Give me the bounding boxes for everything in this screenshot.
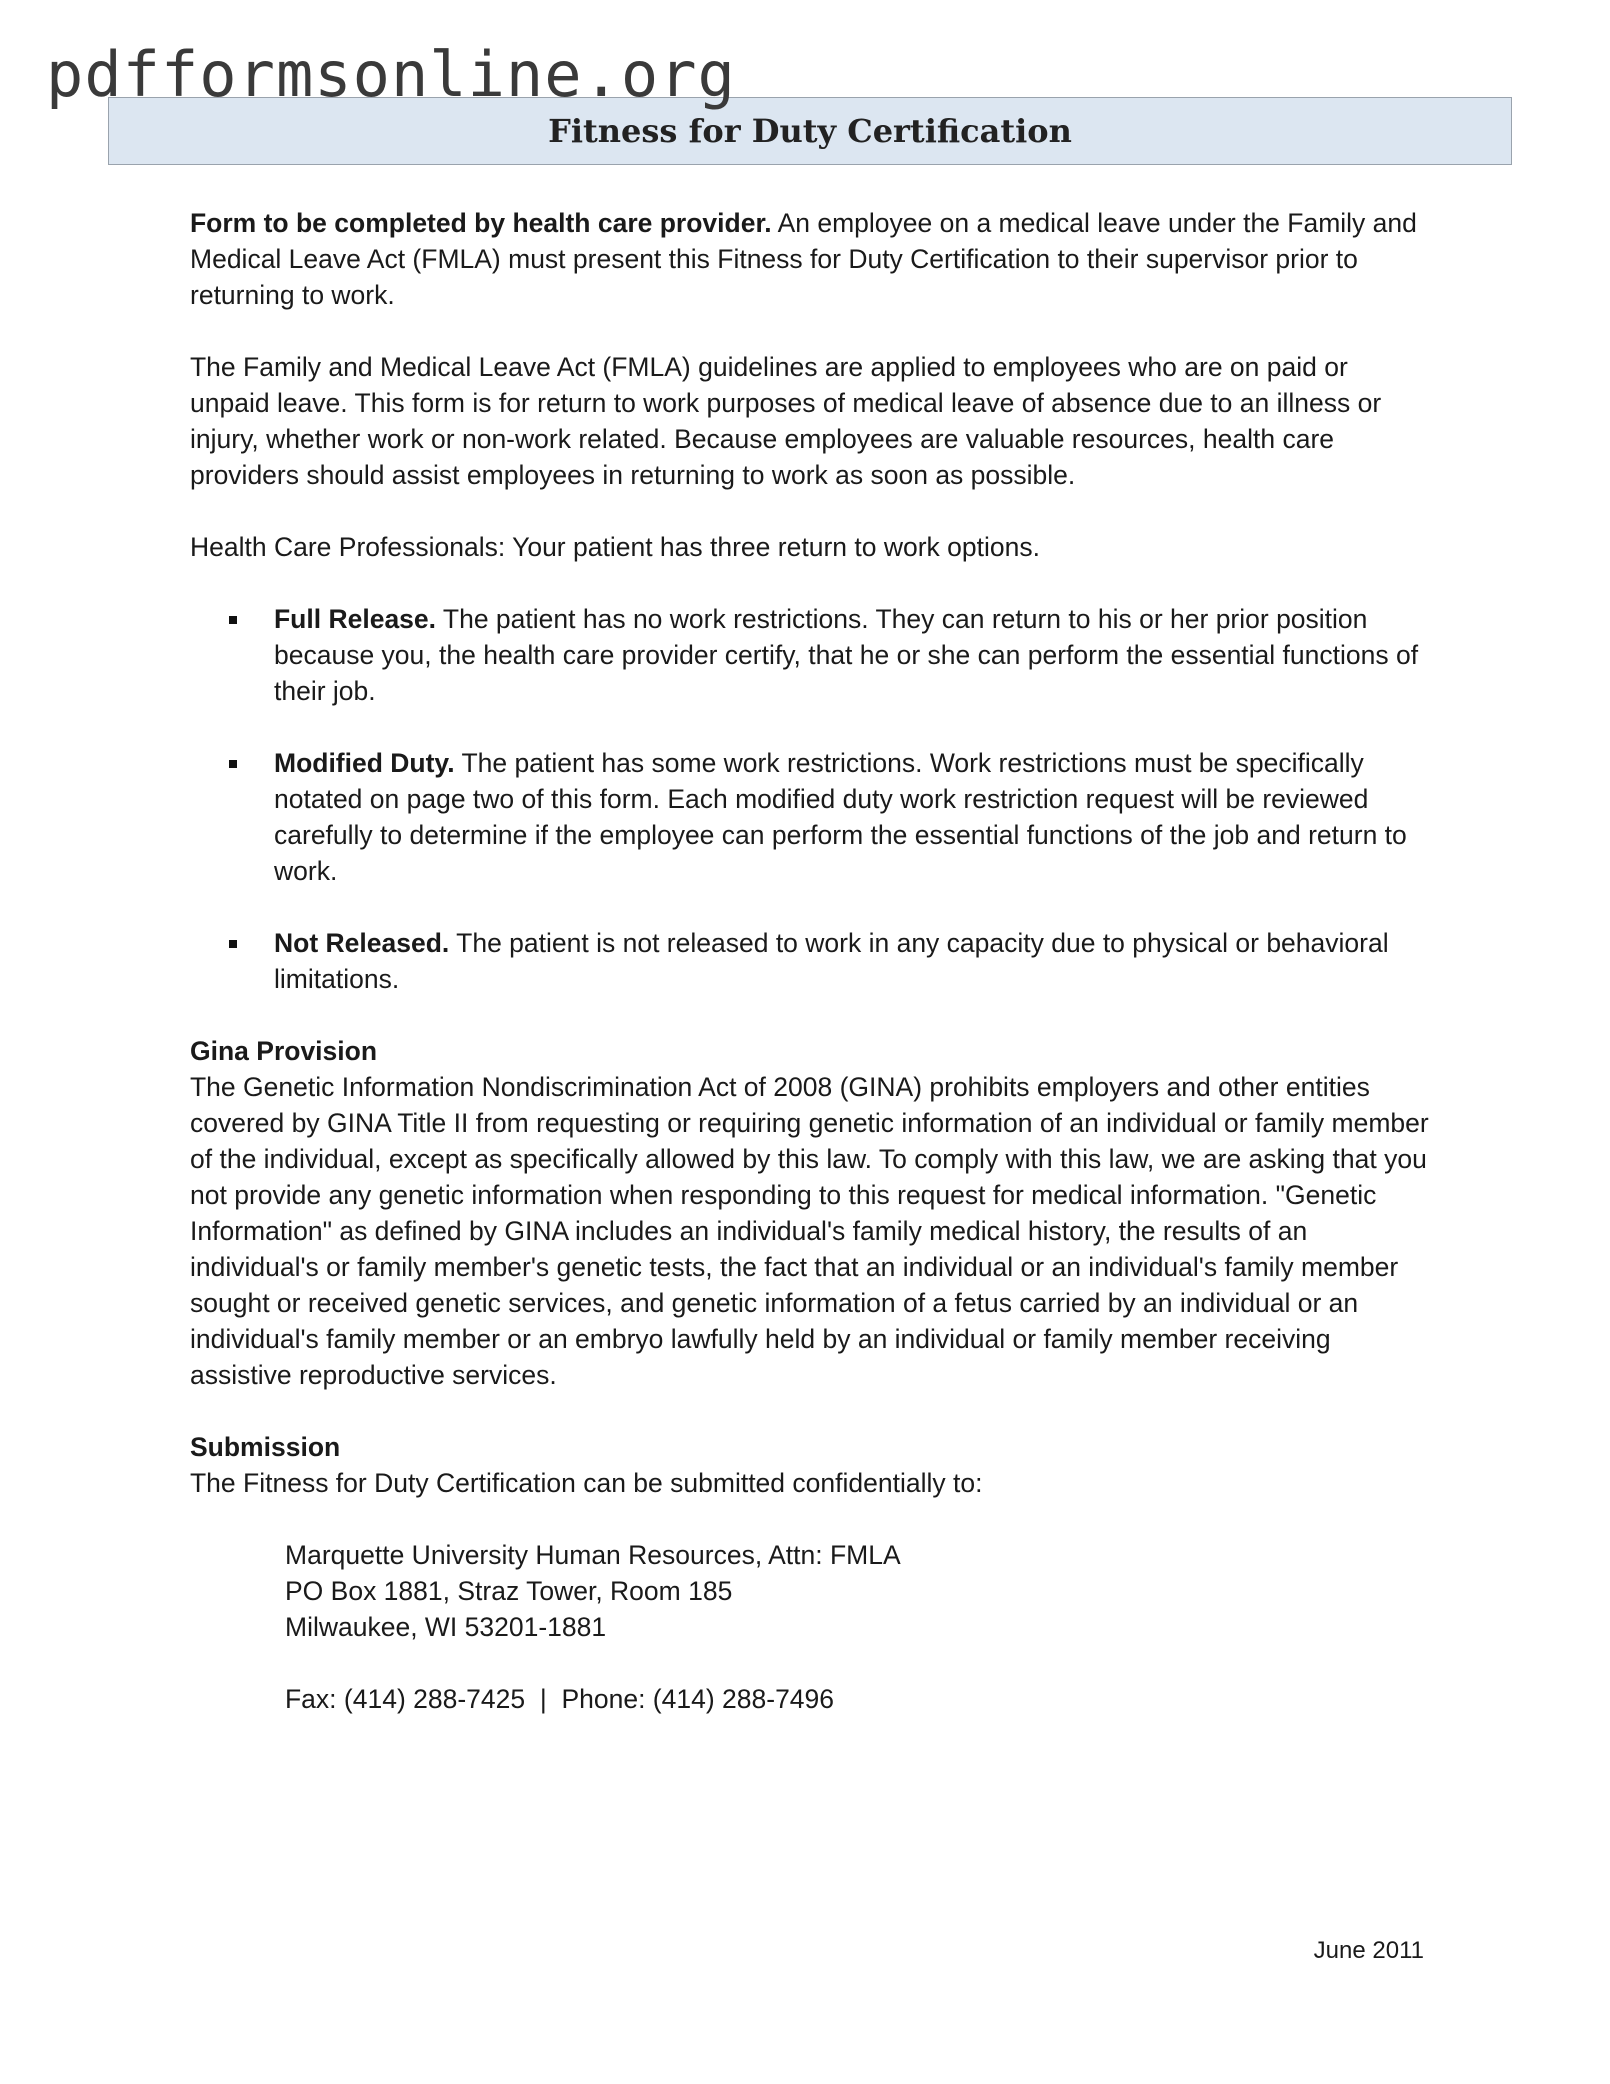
option-text: The patient is not released to work in any capacity due to physical or behavioral limitations. xyxy=(274,928,1389,994)
document-body xyxy=(190,205,1430,1753)
option-modified-duty xyxy=(190,745,1430,889)
option-label: Full Release. xyxy=(274,604,437,634)
intro-paragraph xyxy=(190,205,1430,313)
contact-info xyxy=(285,1681,1430,1717)
option-full-release xyxy=(190,601,1430,709)
square-bullet-icon xyxy=(229,940,237,948)
option-text: The patient has some work restrictions. Work restrictions must be specifically notated on page two of this form. Each modified duty work restriction request will be reviewed carefully to determine if the employee can perform the essential functions of the job and return to work. xyxy=(274,748,1407,886)
address-line-2: PO Box 1881, Straz Tower, Room 185 xyxy=(285,1576,733,1606)
intro-bold: Form to be completed by health care provider. xyxy=(190,208,772,238)
page-title: Fitness for Duty Certification xyxy=(548,112,1072,150)
gina-heading: Gina Provision xyxy=(190,1036,378,1066)
submission-paragraph: The Fitness for Duty Certification can be submitted confidentially to: xyxy=(190,1468,983,1498)
footer-date: June 2011 xyxy=(1313,1937,1424,1964)
submission-heading: Submission xyxy=(190,1432,341,1462)
option-text: The patient has no work restrictions. They can return to his or her prior position because you, the health care provider certify, that he or she can perform the essential functions of their job. xyxy=(274,604,1419,706)
gina-paragraph: The Genetic Information Nondiscrimination Act of 2008 (GINA) prohibits employers and other entities covered by GINA Title II from requesting or requiring genetic information of an individual or family member of the individual, except as specifically allowed by this law. To comply with this law, we are asking that you not provide any genetic information when responding to this request for medical information. "Genetic Information" as defined by GINA includes an individual's family medical history, the results of an individual's or family member's genetic tests, the fact that an individual or an individual's family member sought or received genetic services, and genetic information of a fetus carried by an individual or an individual's family member or an embryo lawfully held by an individual or family member receiving assistive reproductive services. xyxy=(190,1072,1429,1390)
square-bullet-icon xyxy=(229,760,237,768)
fax-phone-line: Fax: (414) 288-7425 | Phone: (414) 288-7496 xyxy=(285,1684,835,1714)
address-line-3: Milwaukee, WI 53201-1881 xyxy=(285,1612,607,1642)
mailing-address xyxy=(285,1537,1430,1645)
square-bullet-icon xyxy=(229,616,237,624)
return-options-list xyxy=(190,601,1430,997)
option-label: Modified Duty. xyxy=(274,748,455,778)
options-intro: Health Care Professionals: Your patient has three return to work options. xyxy=(190,532,1040,562)
option-not-released xyxy=(190,925,1430,997)
guidelines-paragraph: The Family and Medical Leave Act (FMLA) guidelines are applied to employees who are on paid or unpaid leave. This form is for return to work purposes of medical leave of absence due to an illness or injury, whether work or non-work related. Because employees are valuable resources, health care providers should assist employees in returning to work as soon as possible. xyxy=(190,352,1382,490)
option-label: Not Released. xyxy=(274,928,450,958)
intro-text: An employee on a medical leave under the Family and Medical Leave Act (FMLA) must present this Fitness for Duty Certification to their supervisor prior to returning to work. xyxy=(190,208,1417,310)
watermark-logo: pdfformsonline.org xyxy=(46,38,736,111)
address-line-1: Marquette University Human Resources, Attn: FMLA xyxy=(285,1540,901,1570)
